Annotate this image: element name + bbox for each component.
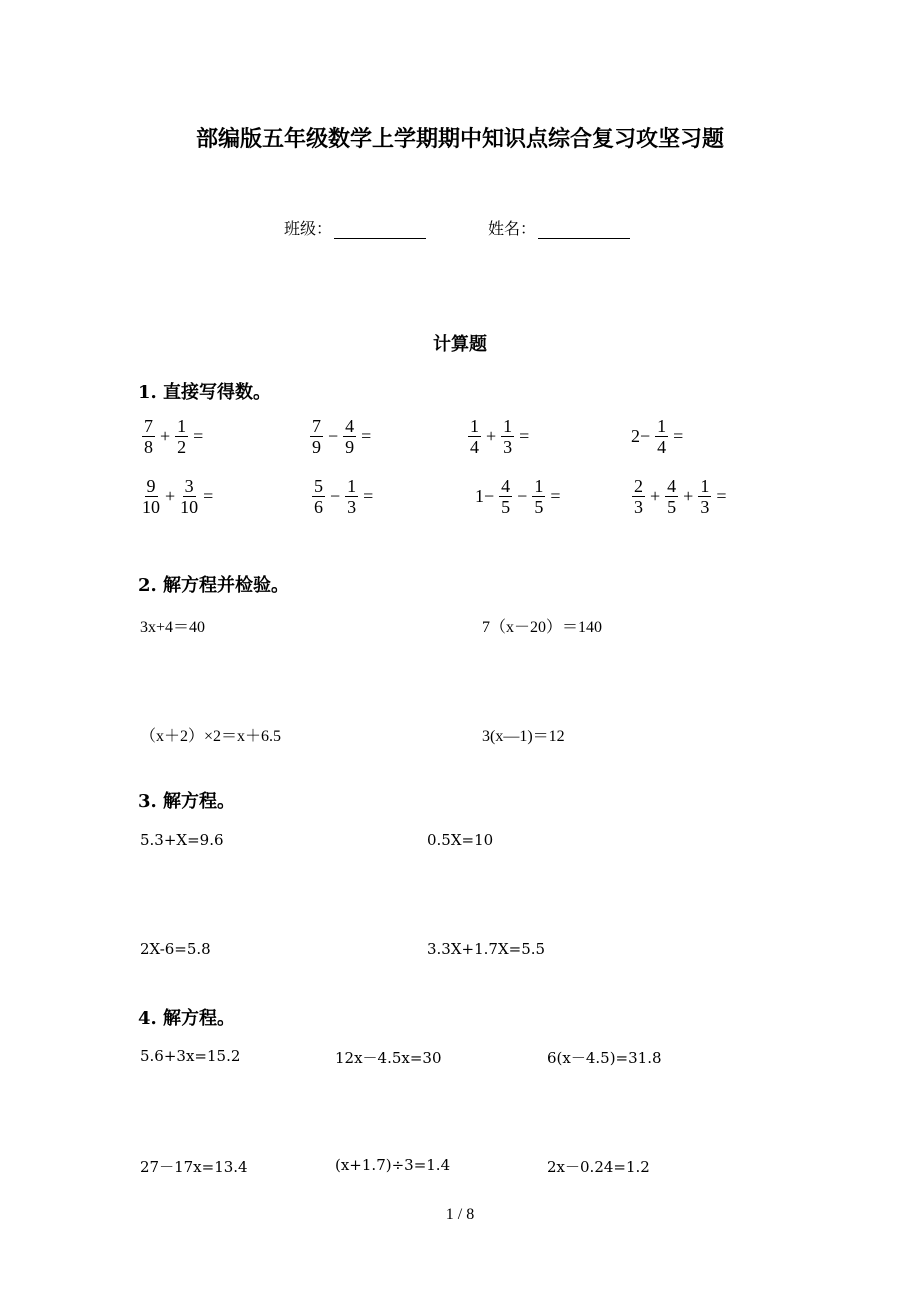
fraction: [175, 416, 188, 457]
operator: +: [650, 486, 661, 506]
numerator: 4: [501, 476, 511, 496]
question-3-label: 3. 解方程。: [138, 791, 236, 812]
fraction: [655, 416, 668, 457]
question-1-label: 1. 直接写得数。: [138, 382, 272, 403]
denominator: 2: [177, 437, 187, 457]
operator: =: [550, 486, 561, 506]
fraction: [142, 476, 160, 517]
operator: −: [328, 426, 339, 446]
fraction-problem: [628, 416, 686, 457]
fraction: [345, 476, 358, 517]
numerator: 1: [534, 476, 544, 496]
denominator: 10: [142, 497, 160, 517]
equation: 6(x－4.5)=31.8: [547, 1049, 662, 1067]
denominator: 3: [634, 497, 643, 517]
numerator: 3: [184, 476, 194, 496]
equation: 3x+4＝40: [140, 619, 206, 636]
numerator: 1: [470, 416, 479, 436]
class-field: [284, 216, 426, 239]
denominator: 3: [347, 497, 357, 517]
operator: 2−: [631, 426, 651, 446]
fraction-problem: [308, 416, 374, 457]
operator: =: [203, 486, 214, 506]
fraction: [698, 476, 711, 517]
numerator: 1: [503, 416, 513, 436]
operator: +: [486, 426, 497, 446]
equation: 3.3X+1.7X=5.5: [427, 940, 546, 958]
page-title: 部编版五年级数学上学期期中知识点综合复习攻坚习题: [195, 126, 724, 152]
fraction: [532, 476, 545, 517]
denominator: 6: [314, 497, 323, 517]
equation: 0.5X=10: [427, 831, 494, 849]
question-4-label: 4. 解方程。: [138, 1008, 236, 1029]
operator: =: [363, 486, 374, 506]
denominator: 9: [312, 437, 321, 457]
name-blank: [538, 222, 630, 239]
denominator: 10: [180, 497, 199, 517]
numerator: 9: [146, 476, 156, 496]
equation: 3(x—1)＝12: [482, 728, 565, 745]
denominator: 5: [501, 497, 511, 517]
name-label: 姓名：: [488, 219, 537, 238]
equation: 5.6+3x=15.2: [140, 1047, 241, 1065]
operator: =: [193, 426, 204, 446]
fraction: [142, 416, 155, 457]
fraction-problem: [466, 416, 532, 457]
numerator: 4: [345, 416, 355, 436]
fraction: [312, 476, 325, 517]
fraction: [180, 476, 198, 517]
operator: =: [361, 426, 372, 446]
equation: （x＋2）×2＝x＋6.5: [140, 728, 282, 745]
operator: +: [165, 486, 176, 506]
fraction-problem: [310, 476, 376, 517]
name-field: [488, 216, 630, 239]
numerator: 1: [700, 476, 710, 496]
fraction: [499, 476, 512, 517]
fraction: [632, 476, 645, 517]
equation: 7（x－20）＝140: [482, 619, 603, 636]
fraction: [665, 476, 678, 517]
operator: =: [716, 486, 727, 506]
operator: =: [673, 426, 684, 446]
fraction: [468, 416, 481, 457]
operator: 1−: [475, 486, 495, 506]
section-heading: 计算题: [433, 334, 487, 355]
fraction-problem: [140, 416, 206, 457]
denominator: 5: [667, 497, 677, 517]
operator: +: [160, 426, 171, 446]
numerator: 1: [347, 476, 357, 496]
denominator: 5: [534, 497, 544, 517]
numerator: 7: [144, 416, 153, 436]
question-2-label: 2. 解方程并检验。: [138, 575, 290, 596]
equation: (x+1.7)÷3=1.4: [335, 1156, 451, 1174]
numerator: 1: [657, 416, 667, 436]
class-label: 班级：: [284, 219, 333, 238]
denominator: 9: [345, 437, 355, 457]
denominator: 4: [657, 437, 667, 457]
equation: 27－17x=13.4: [140, 1158, 248, 1176]
fraction-problem: [630, 476, 729, 517]
fraction: [310, 416, 323, 457]
denominator: 8: [144, 437, 153, 457]
equation: 5.3+X=9.6: [140, 831, 224, 849]
numerator: 5: [314, 476, 323, 496]
numerator: 1: [177, 416, 187, 436]
denominator: 3: [503, 437, 513, 457]
operator: +: [683, 486, 694, 506]
fraction-problem: [140, 476, 216, 517]
equation: 12x－4.5x=30: [335, 1049, 442, 1067]
fraction: [343, 416, 356, 457]
denominator: 3: [700, 497, 710, 517]
equation: 2x－0.24=1.2: [547, 1158, 650, 1176]
denominator: 4: [470, 437, 479, 457]
equation: 2X-6=5.8: [140, 940, 211, 958]
operator: −: [330, 486, 341, 506]
class-blank: [334, 222, 426, 239]
page-number: 1 / 8: [445, 1206, 475, 1223]
numerator: 7: [312, 416, 321, 436]
operator: =: [519, 426, 530, 446]
fraction: [501, 416, 514, 457]
fraction-problem: [472, 476, 563, 517]
operator: −: [517, 486, 528, 506]
numerator: 2: [634, 476, 643, 496]
numerator: 4: [667, 476, 677, 496]
